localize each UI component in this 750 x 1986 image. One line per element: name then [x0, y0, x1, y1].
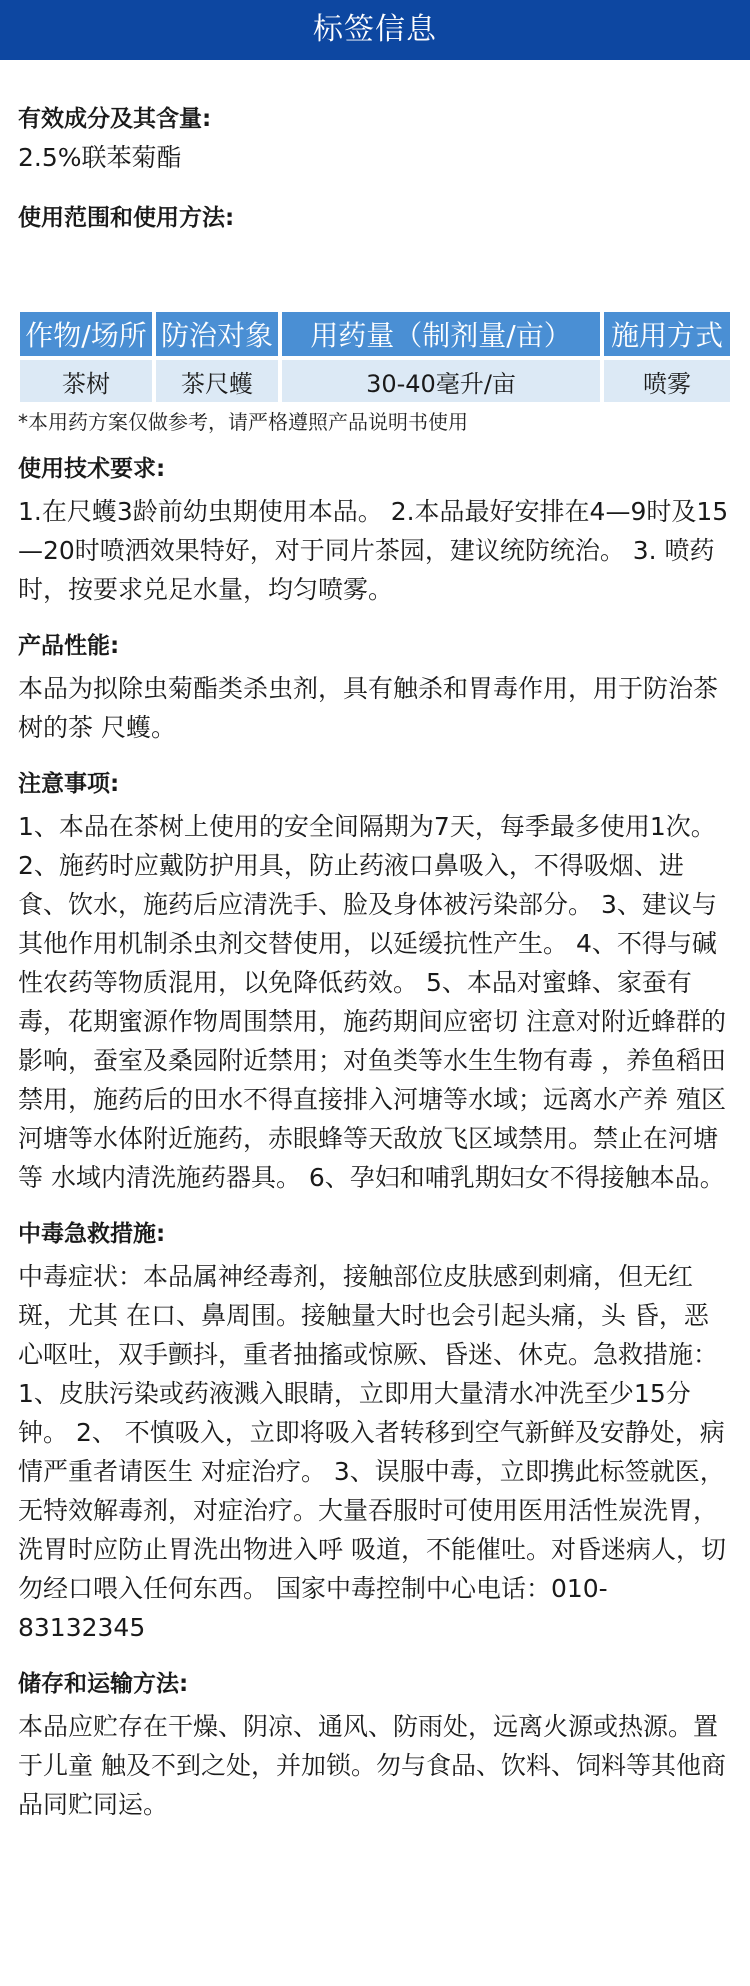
- ingredient-section: [18, 60, 732, 177]
- usage-section: [18, 177, 732, 436]
- technical-body: 1.在尺蠖3龄前幼虫期使用本品。 2.本品最好安排在4—9时及15—20时喷洒效果特好，对于同片茶园，建议统防统治。 3. 喷药时，按要求兑足水量，均匀喷雾。: [18, 497, 729, 604]
- header-crop: 作物/场所: [20, 312, 152, 356]
- technical-title: 使用技术要求:: [18, 456, 166, 482]
- storage-title: 储存和运输方法:: [18, 1671, 189, 1697]
- cell-method: 喷雾: [604, 360, 730, 402]
- label-content: [0, 60, 750, 1824]
- first-aid-body: 中毒症状：本品属神经毒剂，接触部位皮肤感到刺痛，但无红斑，尤其 在口、鼻周围。接触量大时也会引起头痛，头 昏，恶心呕吐，双手颤抖，重者抽搐或惊厥、昏迷、休克。急救措施： 1、皮肤污染或药液溅入眼睛，立即用大量清水冲洗至少15分钟。 2、 不慎吸入，立即将吸入者转移到空气新鲜及安静处，病情严重者请医生 对症治疗。 3、误服中毒，立即携此标签就医，无特效解毒剂，对症治疗。大量吞服时可使用医用活性炭洗胃，洗胃时应防止胃洗出物进入呼 吸道，不能催吐。对昏迷病人，切勿经口喂入任何东西。 国家中毒控制中心电话：010-83132345: [18, 1262, 726, 1642]
- caution-title: 注意事项:: [18, 771, 120, 797]
- header-target: 防治对象: [156, 312, 278, 356]
- caution-body: 1、本品在茶树上使用的安全间隔期为7天，每季最多使用1次。 2、施药时应戴防护用具，防止药液口鼻吸入，不得吸烟、进食、饮水，施药后应清洗手、脸及身体被污染部分。 3、建议与其他作用机制杀虫剂交替使用，以延缓抗性产生。 4、不得与碱性农药等物质混用，以免降低药效。 5、本品对蜜蜂、家蚕有毒，花期蜜源作物周围禁用，施药期间应密切 注意对附近蜂群的影响，蚕室及桑园附近禁用；对鱼类等水生生物有毒 ，养鱼稻田禁用，施药后的田水不得直接排入河塘等水域；远离水产养 殖区河塘等水体附近施药，赤眼蜂等天敌放飞区域禁用。禁止在河塘等 水域内清洗施药器具。 6、孕妇和哺乳期妇女不得接触本品。: [18, 812, 726, 1192]
- first-aid-section: [18, 1197, 732, 1647]
- table-row: [20, 360, 730, 402]
- page-header: [0, 0, 750, 60]
- cell-dosage: 30-40毫升/亩: [282, 360, 600, 402]
- ingredient-value: 2.5%联苯菊酯: [18, 143, 182, 172]
- page-title: 标签信息: [313, 12, 437, 47]
- performance-title: 产品性能:: [18, 633, 120, 659]
- usage-title: 使用范围和使用方法:: [18, 205, 235, 231]
- caution-section: [18, 747, 732, 1197]
- dosage-table-header-row: [20, 312, 730, 356]
- performance-body: 本品为拟除虫菊酯类杀虫剂，具有触杀和胃毒作用，用于防治茶树的茶 尺蠖。: [18, 674, 719, 742]
- cell-crop: 茶树: [20, 360, 152, 402]
- header-dosage: 用药量（制剂量/亩）: [282, 312, 600, 356]
- storage-body: 本品应贮存在干燥、阴凉、通风、防雨处，远离火源或热源。置于儿童 触及不到之处，并加锁。勿与食品、饮料、饲料等其他商品同贮同运。: [18, 1712, 726, 1819]
- first-aid-title: 中毒急救措施:: [18, 1221, 166, 1247]
- ingredient-title: 有效成分及其含量:: [18, 106, 212, 132]
- storage-section: [18, 1647, 732, 1824]
- usage-note: *本用药方案仅做参考，请严格遵照产品说明书使用: [18, 410, 468, 434]
- dosage-table: [16, 308, 734, 406]
- technical-section: [18, 436, 732, 609]
- cell-target: 茶尺蠖: [156, 360, 278, 402]
- header-method: 施用方式: [604, 312, 730, 356]
- performance-section: [18, 609, 732, 747]
